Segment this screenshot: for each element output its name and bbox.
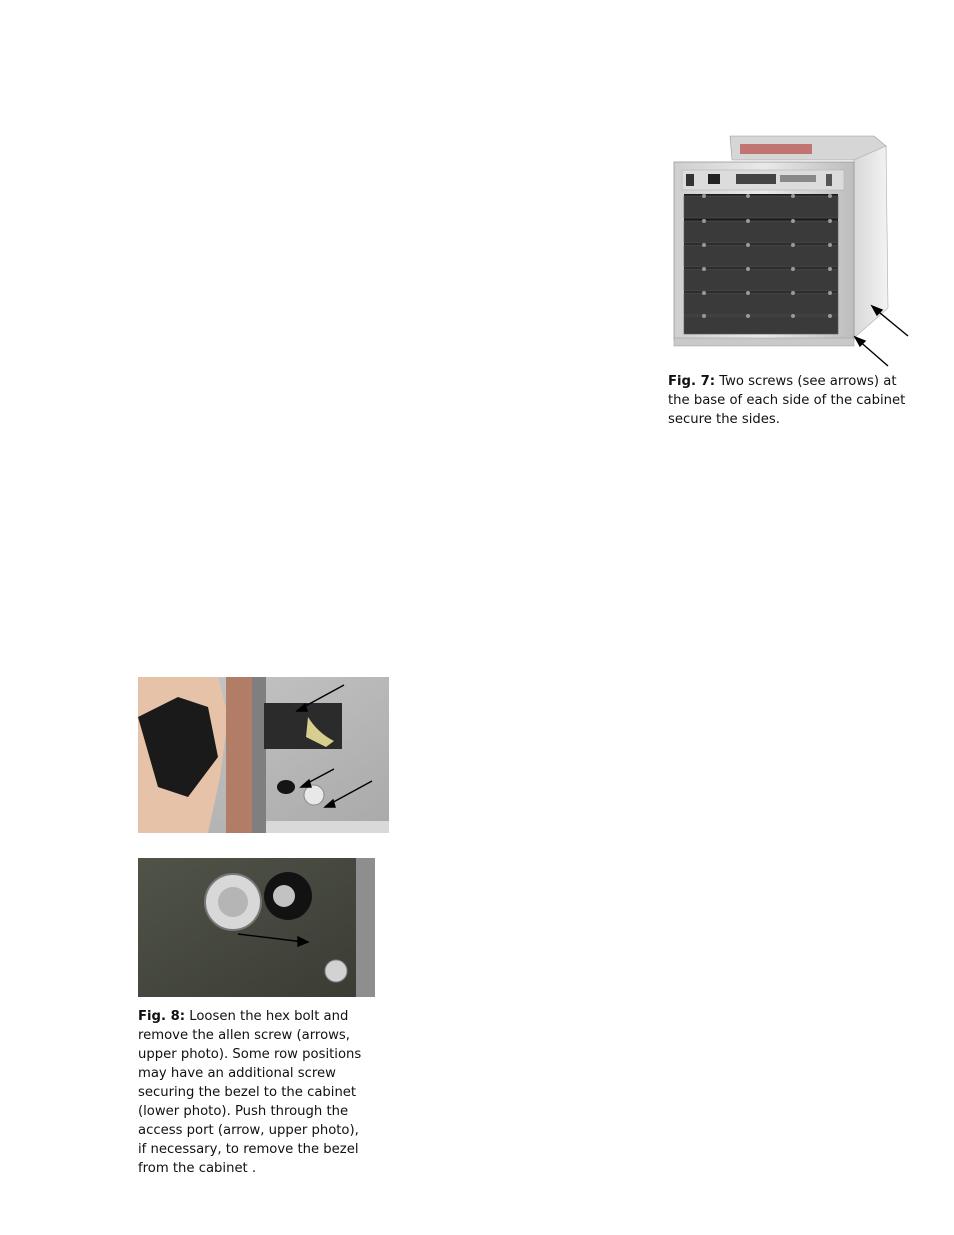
fig8-caption	[138, 1007, 370, 1178]
fig7-label: Fig. 7:	[668, 374, 716, 389]
fig7-text: Two screws (see arrows) at the base of each side of the cabinet secure the sides.	[668, 374, 906, 427]
fig8-upper-photo	[138, 677, 389, 833]
fig8-label: Fig. 8:	[138, 1009, 186, 1024]
fig7-caption	[668, 372, 920, 429]
fig7-cabinet-photo	[668, 132, 920, 368]
fig8-text: Loosen the hex bolt and remove the allen screw (arrows, upper photo). Some row positions may have an additional screw securing the bezel to the cabinet (lower photo). Push through the access port (arrow, upper photo), if necessary, to remove the bezel from the cabinet .	[138, 1009, 362, 1176]
fig8-lower-photo	[138, 858, 375, 997]
